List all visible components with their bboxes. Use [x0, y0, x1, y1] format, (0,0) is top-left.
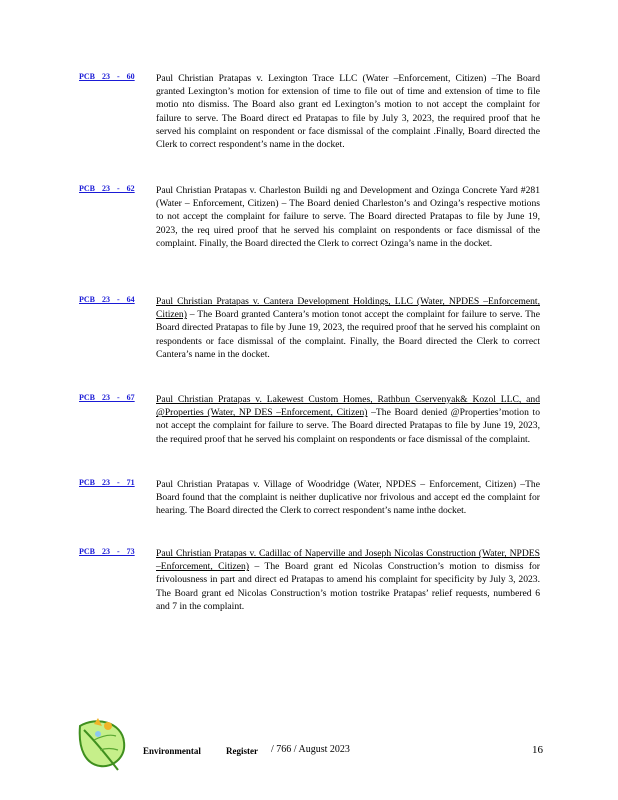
- case-summary: [156, 393, 540, 446]
- case-description: Paul Christian Pratapas v. Lexington Trace LLC (Water –Enforcement, Citizen) –The Board granted Lexington’s motion for extension of time to file out of time and extension of time to file motio nto dismiss. The Board also grant ed Lexington’s motion to not accept the complaint for failure to serve. The Board direct ed Pratapas to file by July 3, 2023, the required proof that he served his complaint on respondent or face dismissal of the complaint .Finally, Board directed the Clerk to correct respondent’s name in the docket.: [156, 73, 540, 151]
- case-number-link[interactable]: PCB 23 - 60: [79, 72, 135, 81]
- case-number-link[interactable]: PCB 23 - 62: [79, 184, 135, 193]
- case-description: Paul Christian Pratapas v. Village of Woodridge (Water, NPDES – Enforcement, Citizen) –The Board found that the complaint is neither duplicative nor frivolous and accept ed the complaint for hearing. The Board directed the Clerk to correct respondent’s name inthe docket.: [156, 479, 540, 517]
- case-summary: [156, 478, 540, 518]
- case-number-link[interactable]: PCB 23 - 67: [79, 393, 135, 402]
- case-number-link[interactable]: PCB 23 - 71: [79, 478, 135, 487]
- case-summary: [156, 184, 540, 250]
- page-number: 16: [532, 744, 543, 756]
- publication-name-first: Environmental: [143, 746, 201, 756]
- issue-info: / 766 / August 2023: [271, 744, 350, 755]
- case-description: –The Board denied @Properties’motion to not accept the complaint for failure to serve. The Board directed Pratapas to file by June 19, 2023, the required proof that he served his complaint on respondents or face dismissal of the complaint.: [156, 407, 540, 445]
- page-footer: [0, 712, 618, 792]
- case-title: Paul Christian Pratapas v. Cadillac of Naperville and Joseph Nicolas Construction (Water, NPDES –Enforcement, Citizen): [156, 548, 540, 573]
- case-description: Paul Christian Pratapas v. Charleston Buildi ng and Development and Ozinga Concrete Yard #281 (Water – Enforcement, Citizen) – The Board denied Charleston’s and Ozinga’s respective motions to not accept the complaint for failure to serve. The Board directed Pratapas to file by June 19, 2023, the req uired proof that he served his complaint on respondents or face dismissal of the complaint. Finally, the Board directed the Clerk to correct Ozinga’s name in the docket.: [156, 185, 540, 249]
- leaf-logo-icon: [72, 712, 132, 772]
- case-description: – The Board grant ed Nicolas Construction’s motion to dismiss for frivolousness in part and direct ed Pratapas to amend his complaint for specificity by July 3, 2023. The Board grant ed Nicolas Construction’s motion tostrike Pratapas’ relief requests, numbered 6 and 7 in the complaint.: [156, 561, 541, 612]
- case-summary: [156, 547, 540, 613]
- case-summary: [156, 72, 540, 151]
- publication-name-second: Register: [226, 746, 258, 756]
- case-description: – The Board granted Cantera’s motion tonot accept the complaint for failure to serve. The Board directed Pratapas to file by June 19, 2023, the required proof that he served his complaint on respondents or face dismissal of the complaint. Finally, the Board directed the Clerk to correct Cantera’s name in the docket.: [156, 309, 540, 360]
- case-number-link[interactable]: PCB 23 - 64: [79, 295, 135, 304]
- case-summary: [156, 295, 540, 361]
- case-number-link[interactable]: PCB 23 - 73: [79, 547, 135, 556]
- case-title: Paul Christian Pratapas v. Cantera Development Holdings, LLC (Water, NPDES –Enforcement, Citizen): [156, 296, 540, 321]
- case-title: Paul Christian Pratapas v. Lakewest Custom Homes, Rathbun Cservenyak& Kozol LLC, and @Properties (Water, NP DES –Enforcement, Citizen): [156, 394, 540, 419]
